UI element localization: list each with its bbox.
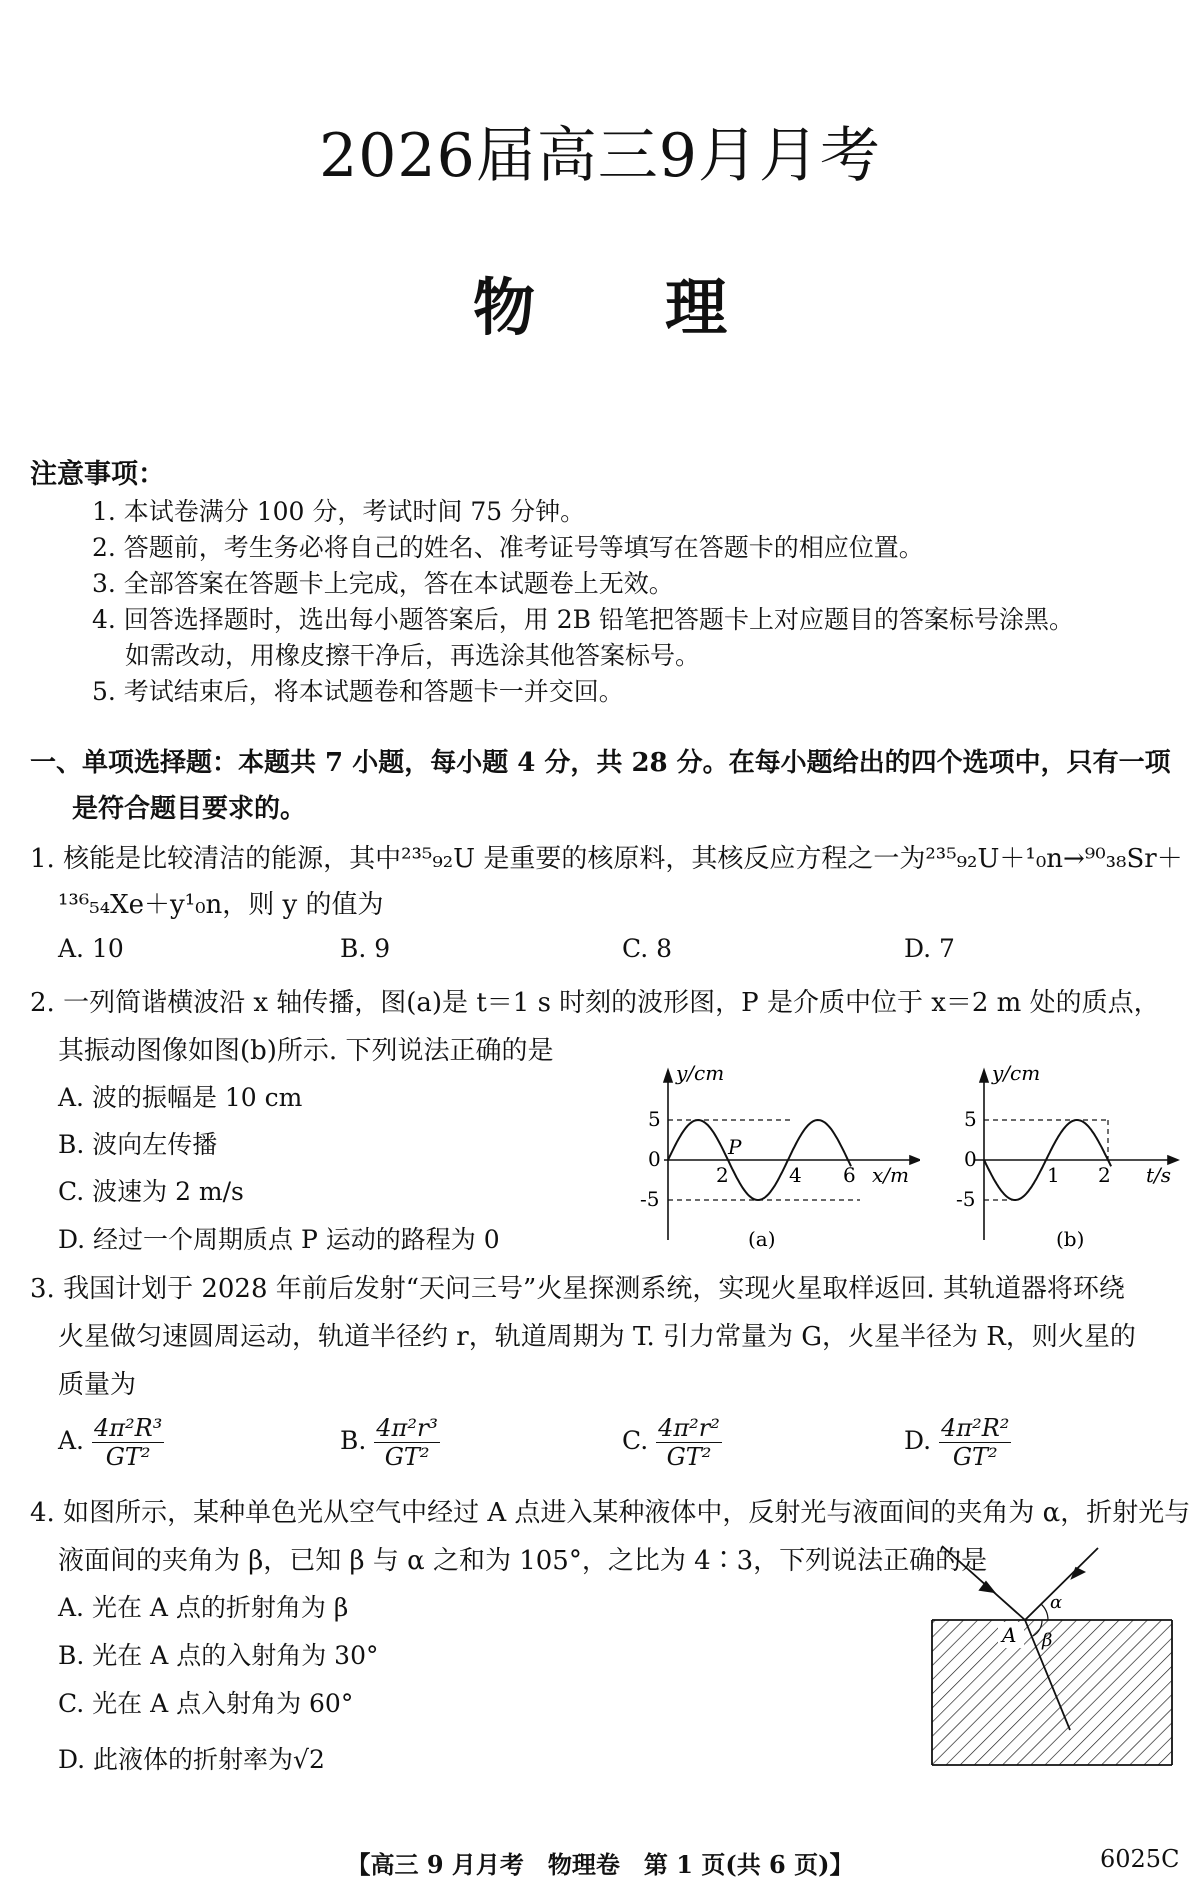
fig-a-tick-x: 6 <box>843 1163 856 1187</box>
q3-option-d: D. $\frac{\text{4π²R²}}{\text{GT²}}$ <box>904 1414 1010 1471</box>
point-a-label: A <box>1002 1623 1017 1647</box>
q3-option-a: A. $\frac{\text{4π²R³}}{\text{GT²}}$ <box>58 1414 163 1471</box>
wave-graph-a <box>640 1060 920 1260</box>
notice-item: 1. 本试卷满分 100 分，考试时间 75 分钟。 <box>92 497 586 526</box>
page-footer: 【高三 9 月月考 物理卷 第 1 页(共 6 页)】 <box>346 1850 854 1879</box>
q2-stem: 2. 一列简谐横波沿 x 轴传播，图(a)是 t＝1 s 时刻的波形图，P 是介质中位于 x＝2 m 处的质点， <box>30 988 1160 1018</box>
paper-code: 6025C <box>1100 1845 1180 1873</box>
q2-option-c: C. 波速为 2 m/s <box>58 1177 244 1206</box>
q4-stem-cont: 液面间的夹角为 β，已知 β 与 α 之和为 105°，之比为 4∶3，下列说法正确的是 <box>58 1546 988 1576</box>
q2-option-a: A. 波的振幅是 10 cm <box>58 1083 303 1112</box>
q1-option-a: A. 10 <box>58 934 124 963</box>
q2-stem-cont: 其振动图像如图(b)所示. 下列说法正确的是 <box>58 1036 554 1066</box>
fig-b-ylabel: y/cm <box>992 1061 1041 1085</box>
fig-a-point-p: P <box>728 1135 742 1159</box>
section-heading-cont: 是符合题目要求的。 <box>72 794 307 824</box>
q1-stem-cont: ¹³⁶₅₄Xe＋y¹₀n，则 y 的值为 <box>58 890 384 920</box>
q1-option-d: D. 7 <box>904 934 955 963</box>
exam-title: 2026届高三9月月考 <box>319 121 881 191</box>
q3-stem: 3. 我国计划于 2028 年前后发射“天问三号”火星探测系统，实现火星取样返回. 其轨道器将环绕 <box>30 1274 1125 1304</box>
fig-a-tick-y: 0 <box>648 1147 661 1171</box>
fig-a-ylabel: y/cm <box>676 1061 725 1085</box>
refraction-diagram <box>930 1540 1180 1770</box>
vibration-graph-b <box>950 1060 1180 1260</box>
section-heading: 一、单项选择题：本题共 7 小题，每小题 4 分，共 28 分。在每小题给出的四个选项中，只有一项 <box>30 748 1171 778</box>
fig-b-tick-y: 0 <box>964 1147 977 1171</box>
fig-a-caption: (a) <box>748 1227 776 1251</box>
q4-option-d: D. 此液体的折射率为√2 <box>58 1745 325 1774</box>
q1-option-c: C. 8 <box>622 934 673 963</box>
fig-a-xlabel: x/m <box>872 1163 909 1187</box>
q1-stem: 1. 核能是比较清洁的能源，其中²³⁵₉₂U 是重要的核原料，其核反应方程之一为²³⁵₉₂U＋¹₀n→⁹⁰₃₈Sr＋ <box>30 844 1183 874</box>
notice-item: 5. 考试结束后，将本试题卷和答题卡一并交回。 <box>92 677 624 706</box>
fig-b-tick-y: -5 <box>956 1187 976 1211</box>
beta-label: β <box>1042 1630 1053 1651</box>
q2-option-b: B. 波向左传播 <box>58 1130 218 1159</box>
q2-option-d: D. 经过一个周期质点 P 运动的路程为 0 <box>58 1225 500 1254</box>
notice-item: 4. 回答选择题时，选出每小题答案后，用 2B 铅笔把答题卡上对应题目的答案标号涂黑。 <box>92 605 1074 634</box>
notice-item: 如需改动，用橡皮擦干净后，再选涂其他答案标号。 <box>125 641 701 670</box>
q3-stem-cont: 火星做匀速圆周运动，轨道半径约 r，轨道周期为 T. 引力常量为 G，火星半径为 R，则火星的 <box>58 1322 1136 1352</box>
fig-b-tick-x: 2 <box>1098 1163 1111 1187</box>
fig-b-tick-x: 1 <box>1047 1163 1060 1187</box>
q4-stem: 4. 如图所示，某种单色光从空气中经过 A 点进入某种液体中，反射光与液面间的夹角为 α，折射光与 <box>30 1498 1191 1528</box>
q4-option-c: C. 光在 A 点入射角为 60° <box>58 1689 354 1718</box>
fig-a-tick-y: 5 <box>648 1107 661 1131</box>
q3-option-b: B. $\frac{\text{4π²r³}}{\text{GT²}}$ <box>340 1414 439 1471</box>
fig-a-tick-x: 4 <box>789 1163 802 1187</box>
fig-a-tick-y: -5 <box>640 1187 660 1211</box>
fig-a-tick-x: 2 <box>716 1163 729 1187</box>
notice-heading: 注意事项： <box>30 459 165 490</box>
alpha-label: α <box>1050 1592 1063 1613</box>
fig-b-caption: (b) <box>1056 1227 1085 1251</box>
fig-b-tick-y: 5 <box>964 1107 977 1131</box>
q4-option-a: A. 光在 A 点的折射角为 β <box>58 1593 349 1622</box>
q3-option-c: C. $\frac{\text{4π²r²}}{\text{GT²}}$ <box>622 1414 720 1471</box>
notice-item: 2. 答题前，考生务必将自己的姓名、准考证号等填写在答题卡的相应位置。 <box>92 533 924 562</box>
q1-option-b: B. 9 <box>340 934 391 963</box>
subject-title: 物理 <box>472 271 857 344</box>
q4-option-b: B. 光在 A 点的入射角为 30° <box>58 1641 379 1670</box>
notice-item: 3. 全部答案在答题卡上完成，答在本试题卷上无效。 <box>92 569 674 598</box>
fig-b-xlabel: t/s <box>1146 1163 1172 1187</box>
q3-stem-cont: 质量为 <box>58 1370 137 1400</box>
